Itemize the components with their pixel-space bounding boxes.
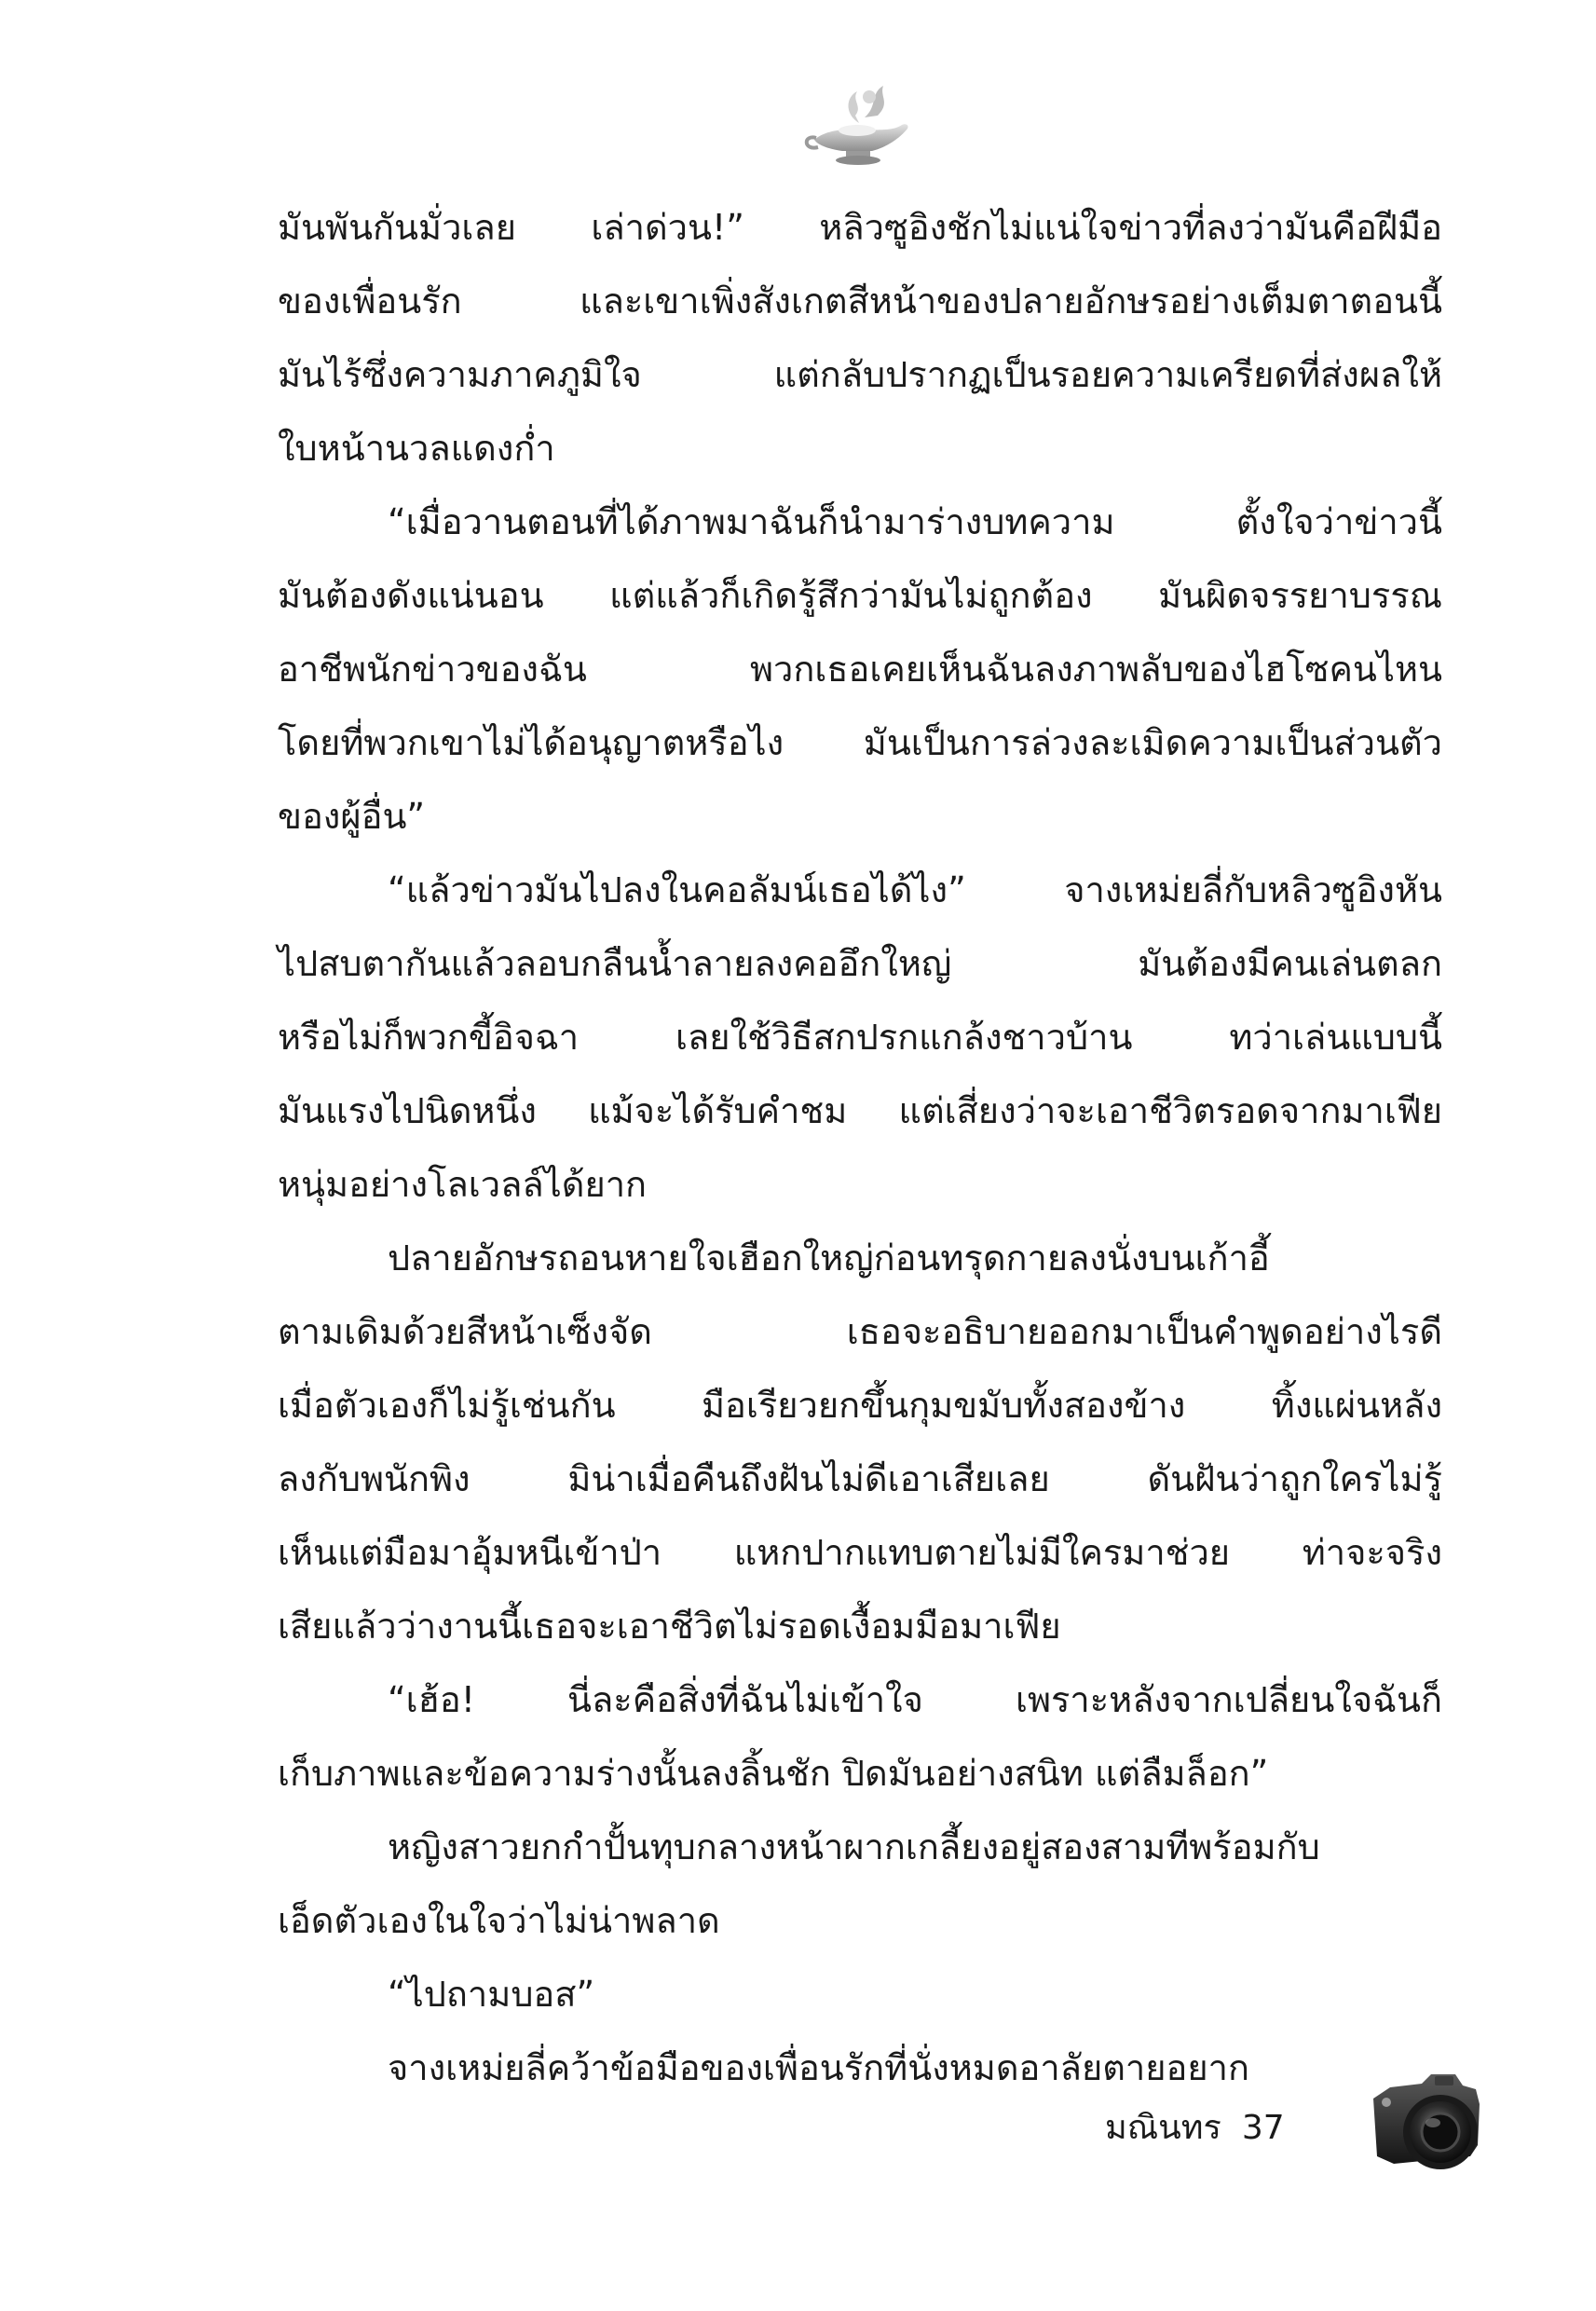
magic-lamp-icon	[798, 69, 919, 190]
text-line: หนุ่มอย่างโลเวลล์ได้ยาก	[278, 1164, 648, 1205]
page-number: 37	[1241, 2109, 1285, 2147]
text-line: มันต้องดังแน่นอน แต่แล้วก็เกิดรู้สึกว่ามันไม่ถูกต้อง มันผิดจรรยาบรรณ	[278, 575, 1442, 616]
text-line: “ไปถามบอส”	[388, 1974, 595, 2015]
text-line: “เฮ้อ! นี่ละคือสิ่งที่ฉันไม่เข้าใจ เพราะหลังจากเปลี่ยนใจฉันก็	[388, 1679, 1442, 1720]
camera-icon	[1366, 2067, 1496, 2177]
text-line: ลงกับพนักพิง มิน่าเมื่อคืนถึงฝันไม่ดีเอาเสียเลย ดันฝันว่าถูกใครไม่รู้	[278, 1458, 1442, 1499]
story-text	[278, 191, 1442, 2105]
text-line: หรือไม่ก็พวกขี้อิจฉา เลยใช้วิธีสกปรกแกล้งชาวบ้าน ทว่าเล่นแบบนี้	[278, 1017, 1442, 1058]
text-line: เมื่อตัวเองก็ไม่รู้เช่นกัน มือเรียวยกขึ้นกุมขมับทั้งสองข้าง ทิ้งแผ่นหลัง	[278, 1385, 1442, 1426]
text-line: มันแรงไปนิดหนึ่ง แม้จะได้รับคำชม แต่เสี่ยงว่าจะเอาชีวิตรอดจากมาเฟีย	[278, 1090, 1442, 1131]
text-line: ใบหน้านวลแดงก่ำ	[278, 428, 555, 469]
text-line: มันไร้ซึ่งความภาคภูมิใจ แต่กลับปรากฏเป็นรอยความเครียดที่ส่งผลให้	[278, 354, 1442, 395]
text-line: เอ็ดตัวเองในใจว่าไม่น่าพลาด	[278, 1900, 720, 1941]
text-line: “เมื่อวานตอนที่ได้ภาพมาฉันก็นำมาร่างบทความ ตั้งใจว่าข่าวนี้	[388, 501, 1442, 542]
text-line: จางเหม่ยลี่คว้าข้อมือของเพื่อนรักที่นั่งหมดอาลัยตายอยาก	[388, 2047, 1249, 2088]
text-line: ของเพื่อนรัก และเขาเพิ่งสังเกตสีหน้าของปลายอักษรอย่างเต็มตาตอนนี้	[278, 280, 1442, 321]
text-line: หญิงสาวยกกำปั้นทุบกลางหน้าผากเกลี้ยงอยู่สองสามทีพร้อมกับ	[388, 1826, 1320, 1867]
text-line: ไปสบตากันแล้วลอบกลืนน้ำลายลงคออึกใหญ่ มันต้องมีคนเล่นตลก	[278, 943, 1442, 984]
text-line: “แล้วข่าวมันไปลงในคอลัมน์เธอได้ไง” จางเหม่ยลี่กับหลิวซูอิงหัน	[388, 869, 1442, 910]
text-line: อาชีพนักข่าวของฉัน พวกเธอเคยเห็นฉันลงภาพลับของไฮโซคนไหน	[278, 649, 1442, 690]
author-name: มณินทร	[1105, 2109, 1221, 2147]
text-line: เสียแล้วว่างานนี้เธอจะเอาชีวิตไม่รอดเงื้อมมือมาเฟีย	[278, 1606, 1061, 1647]
text-line: ปลายอักษรถอนหายใจเฮือกใหญ่ก่อนทรุดกายลงนั่งบนเก้าอี้	[388, 1238, 1270, 1279]
text-line: ของผู้อื่น”	[278, 796, 426, 837]
text-line: เห็นแต่มือมาอุ้มหนีเข้าป่า แหกปากแทบตายไม่มีใครมาช่วย ท่าจะจริง	[278, 1532, 1442, 1573]
text-line: มันพันกันมั่วเลย เล่าด่วน!” หลิวซูอิงชักไม่แน่ใจข่าวที่ลงว่ามันคือฝีมือ	[278, 207, 1442, 248]
page-footer	[1105, 2100, 1285, 2154]
text-line: ตามเดิมด้วยสีหน้าเซ็งจัด เธอจะอธิบายออกมาเป็นคำพูดอย่างไรดี	[278, 1311, 1442, 1352]
text-line: เก็บภาพและข้อความร่างนั้นลงลิ้นชัก ปิดมันอย่างสนิท แต่ลืมล็อก”	[278, 1753, 1269, 1794]
text-line: โดยที่พวกเขาไม่ได้อนุญาตหรือไง มันเป็นการล่วงละเมิดความเป็นส่วนตัว	[278, 722, 1442, 763]
